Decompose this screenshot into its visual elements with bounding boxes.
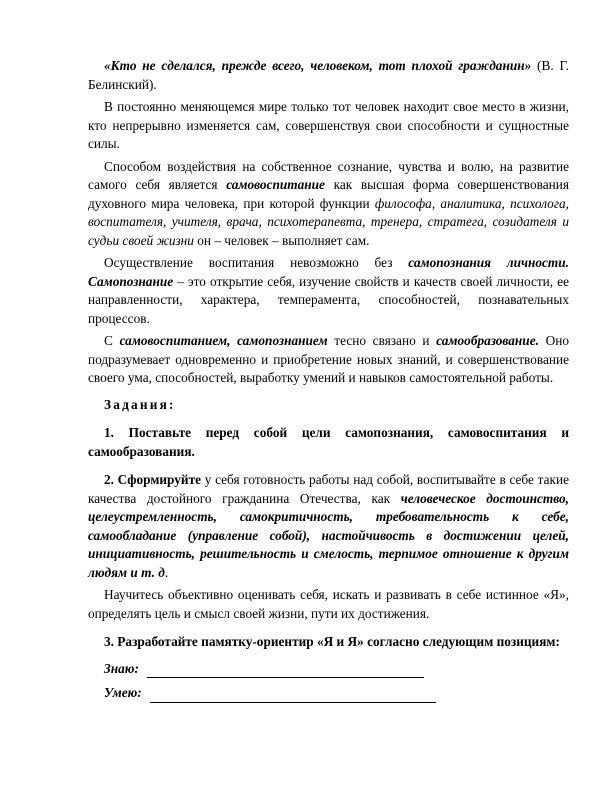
tasks-heading: Задания: (104, 396, 176, 412)
p4-terms: самовоспитанием, самопознанием (119, 333, 328, 348)
epigraph-author: (В. Г. Белинский). (88, 58, 569, 92)
task-2-end: . (164, 564, 169, 580)
p2-term-selfeducation: самовоспитание (226, 177, 325, 192)
p4-text-1: С (104, 333, 120, 348)
p3-text-2: – это открытие себя, изучение свойств и качеств своей личности, ее направленности, характера, темперамента, способностей, познавательных процессов. (88, 273, 569, 326)
paragraph-2 (88, 158, 569, 251)
epigraph (88, 57, 569, 94)
can-label: Умею: (104, 685, 142, 700)
task-2-qualities: человеческое достоинство, целеустремленность, самокритичность, требовательность к себе, самообладание (управление собой), настойчивость в достижении целей, инициативность, решительность и смелость, терпимое отношение к другим людям и т. д (88, 490, 569, 580)
task-1: 1. Поставьте перед собой цели самопознания, самовоспитания и самообразования. (88, 425, 569, 459)
paragraph-5: Научитесь объективно оценивать себя, искать и развивать в себе истинное «Я», определять цель и смысл своей жизни, пути их достижения. (88, 587, 569, 621)
p2-text-3: он – человек – выполняет сам. (193, 232, 370, 248)
task-2-text: у себя готовность работы над собой, воспитывайте в себе такие качества достойного гражданина Отечества, как (88, 472, 569, 506)
p3-term-selfknowledge-2: Самопознание (88, 273, 174, 289)
task-2-lead: 2. Сформируйте (104, 472, 202, 487)
task-3: 3. Разработайте памятку-ориентир «Я и Я» согласно следующим позициям: (104, 634, 560, 649)
know-blank-line[interactable] (147, 663, 424, 678)
can-row (104, 684, 569, 703)
task-2 (88, 471, 569, 582)
p3-text-1: Осуществление воспитания невозможно без (104, 255, 409, 270)
paragraph-4 (88, 332, 569, 388)
p4-text-3: Оно подразумевает одновременно и приобретение новых знаний, и совершенствование своего ума, способностей, выработку умений и навыков самостоятельной работы. (88, 333, 569, 385)
p4-text-2: тесно связано и (327, 333, 437, 348)
p2-text-2: как высшая форма совершенствования духовного мира человека, при которой функции (88, 177, 569, 211)
p2-functions-list: философа, аналитика, психолога, воспитателя, учителя, врача, психотерапевта, тренера, стратега, созидателя и судьи своей жизни (88, 195, 569, 248)
p4-term-selfstudy: самообразование. (436, 333, 539, 348)
know-row (104, 660, 569, 679)
paragraph-1: В постоянно меняющемся мире только тот человек находит свое место в жизни, кто непрерывно изменяется сам, совершенствуя свои способности и сущностные силы. (88, 99, 569, 151)
epigraph-quote: «Кто не сделался, прежде всего, человеком, тот плохой гражданин» (104, 58, 532, 73)
paragraph-3 (88, 254, 569, 328)
p3-term-selfknowledge: самопознания личности. (408, 255, 569, 270)
know-label: Знаю: (104, 660, 139, 676)
p2-text-1: Способом воздействия на собственное сознание, чувства и волю, на развитие самого себя является (88, 158, 569, 192)
document-body (88, 57, 569, 709)
can-blank-line[interactable] (150, 688, 436, 703)
